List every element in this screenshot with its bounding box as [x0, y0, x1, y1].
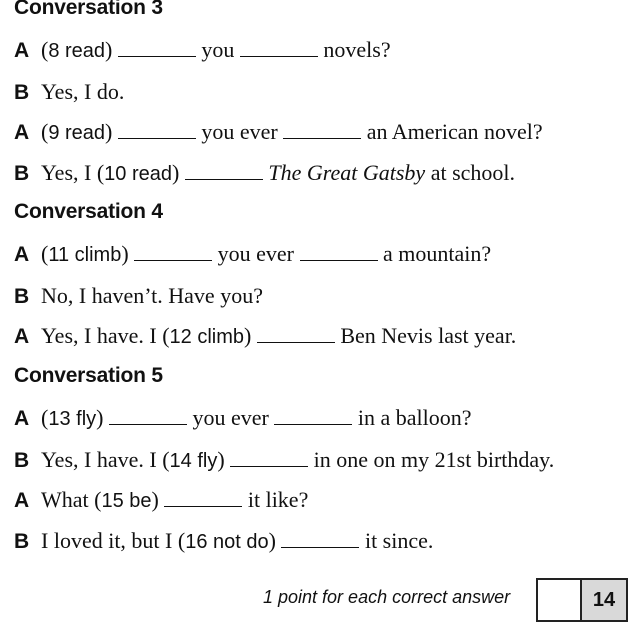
speaker-label: A [14, 489, 30, 512]
conversation-3-heading: Conversation 3 [14, 0, 163, 19]
c4-line-1: A (11 climb) you ever a mountain? [14, 240, 491, 269]
speaker-label: B [14, 81, 30, 104]
answer-blank[interactable] [281, 529, 359, 548]
score-box [536, 578, 628, 622]
book-title: The Great Gatsby [268, 160, 426, 185]
c5-line-2: B Yes, I have. I (14 fly) in one on my 21st birthday. [14, 446, 554, 475]
answer-blank[interactable] [300, 242, 378, 261]
speaker-label: A [14, 325, 30, 348]
answer-blank[interactable] [109, 406, 187, 425]
speaker-label: A [14, 243, 30, 266]
speaker-label: A [14, 407, 30, 430]
c3-line-1: A (8 read) you novels? [14, 36, 391, 65]
c5-line-1: A (13 fly) you ever in a balloon? [14, 404, 471, 433]
c5-line-3: A What (15 be) it like? [14, 486, 308, 515]
verb-prompt: 10 read [104, 163, 173, 185]
verb-prompt: 13 fly [48, 408, 97, 430]
speaker-label: B [14, 285, 30, 308]
answer-blank[interactable] [283, 120, 361, 139]
verb-prompt: 9 read [48, 122, 106, 144]
answer-blank[interactable] [134, 242, 212, 261]
speaker-label: B [14, 449, 30, 472]
speaker-label: A [14, 39, 30, 62]
answer-blank[interactable] [185, 161, 263, 180]
score-total: 14 [582, 580, 626, 620]
speaker-label: A [14, 121, 30, 144]
speaker-label: B [14, 162, 30, 185]
answer-blank[interactable] [118, 38, 196, 57]
verb-prompt: 12 climb [169, 326, 245, 348]
answer-blank[interactable] [274, 406, 352, 425]
c5-line-4: B I loved it, but I (16 not do) it since. [14, 527, 433, 556]
conversation-5-heading: Conversation 5 [14, 364, 163, 387]
answer-blank[interactable] [164, 488, 242, 507]
c4-line-3: A Yes, I have. I (12 climb) Ben Nevis last year. [14, 322, 516, 351]
c3-line-3: A (9 read) you ever an American novel? [14, 118, 543, 147]
answer-blank[interactable] [230, 448, 308, 467]
verb-prompt: 11 climb [48, 244, 122, 266]
scoring-instruction: 1 point for each correct answer [263, 587, 511, 607]
speaker-label: B [14, 530, 30, 553]
c3-line-2: B Yes, I do. [14, 78, 124, 107]
verb-prompt: 14 fly [169, 450, 218, 472]
verb-prompt: 8 read [48, 40, 106, 62]
c3-line-4: B Yes, I (10 read) The Great Gatsby at school. [14, 159, 515, 188]
answer-blank[interactable] [257, 324, 335, 343]
answer-blank[interactable] [240, 38, 318, 57]
score-entry-field[interactable] [538, 580, 582, 620]
conversation-4-heading: Conversation 4 [14, 200, 163, 223]
verb-prompt: 15 be [101, 490, 152, 512]
answer-blank[interactable] [118, 120, 196, 139]
c4-line-2: B No, I haven’t. Have you? [14, 282, 263, 311]
verb-prompt: 16 not do [185, 531, 269, 553]
